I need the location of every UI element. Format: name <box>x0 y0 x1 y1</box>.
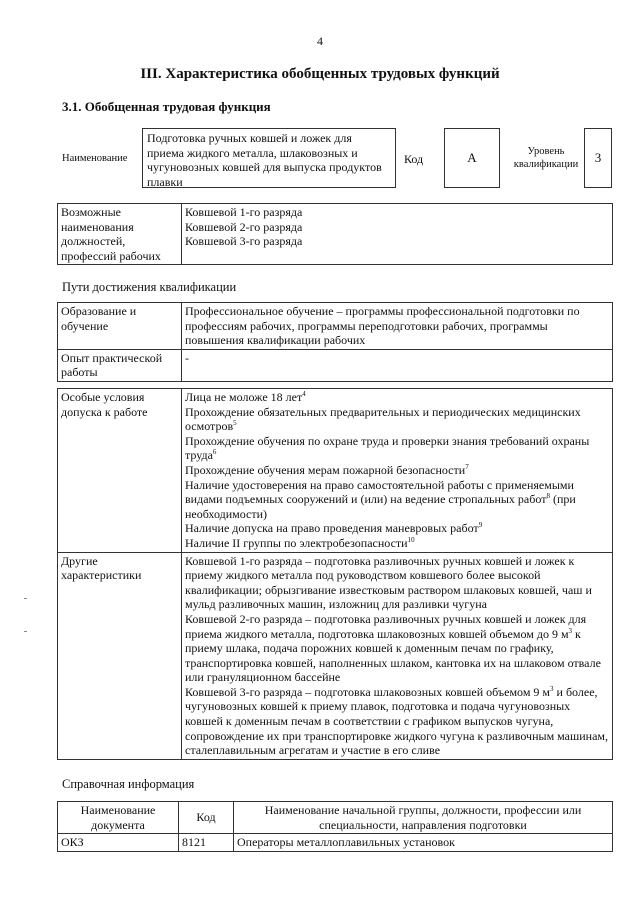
reference-cell-doc: ОКЗ <box>58 834 179 852</box>
education-label: Образование и обучение <box>58 303 182 350</box>
code-label: Код <box>404 152 424 166</box>
reference-header-row <box>58 802 613 834</box>
reference-table <box>57 801 613 852</box>
reference-header-name: Наименование начальной группы, должности, профессии или специальности, направления подготовки <box>234 802 613 834</box>
condition-item: Наличие удостоверения на право самостоятельной работы с применяемыми видами подъемных сооружений и (или) на ведение стропальных работ$^8$ (при необходимости) <box>185 477 576 521</box>
education-table <box>57 302 613 382</box>
special-conditions-label: Особые условия допуска к работе <box>58 389 182 553</box>
subsection-title: 3.1. Обобщенная трудовая функция <box>62 99 271 114</box>
education-row <box>58 303 613 350</box>
positions-table <box>57 203 613 265</box>
function-name-value: Подготовка ручных ковшей и ложек для приема жидкого металла, шлаковозных и чугуновозных ковшей для выпуска продуктов плавки <box>147 131 382 189</box>
special-conditions-list <box>182 389 613 553</box>
condition-item: Прохождение обязательных предварительных и периодических медицинских осмотров$^5$ <box>185 404 581 434</box>
margin-mark <box>24 598 27 599</box>
condition-item: Наличие II группы по электробезопасности$^{10}$ <box>185 535 415 550</box>
experience-value: - <box>182 349 613 381</box>
reference-header-doc: Наименование документа <box>58 802 179 834</box>
position-item: Ковшевой 1-го разряда <box>185 205 303 219</box>
condition-item: Лица не моложе 18 лет$^4$ <box>185 390 306 404</box>
education-value: Профессиональное обучение – программы профессиональной подготовки по профессиям рабочих, программы переподготовки рабочих, программы повышения квалификации рабочих <box>182 303 613 350</box>
positions-list <box>182 204 613 265</box>
position-item: Ковшевой 3-го разряда <box>185 234 303 249</box>
positions-label: Возможные наименования должностей, профессий рабочих <box>58 204 182 265</box>
grade3-text: Ковшевой 3-го разряда – подготовка шлаковозных ковшей объемом 9 $м^3$ и более, чугуновозных ковшей к приему плавок, подготовка и подача чугуновозных ковшей к доменным печам в соответствии с графиком выпусков чугуна, сопровождение их при транспортировке жидкого чугуна к разливочным машинам, сталеплавильным агрегатам и участие в его сливе <box>185 684 609 758</box>
level-value: 3 <box>594 150 602 165</box>
positions-row <box>58 204 613 265</box>
other-characteristics-text <box>182 552 613 759</box>
special-conditions-row <box>58 389 613 553</box>
reference-cell-code: 8121 <box>179 834 234 852</box>
position-item: Ковшевой 2-го разряда <box>185 219 303 234</box>
grade2-text: Ковшевой 2-го разряда – подготовка разливочных ручных ковшей и ложек для приема жидкого металла, подготовка шлаковозных ковшей объемом до 9 $м^3$ к приему шлака, подача порожних ковшей к доменным печам по графику, транспортировка ковшей, наполненных шлаком, кантовка их на шлаковом отвале или грануляционном бассейне <box>185 611 601 685</box>
grade1-text: Ковшевой 1-го разряда – подготовка разливочных ручных ковшей и ложек к приему жидкого металла под руководством ковшевого более высокой квалификации; обрызгивание известковым раствором шлаковых ковшей, чаш и мульд разливочных машин, изложниц для разливки чугуна <box>185 553 592 612</box>
condition-item: Прохождение обучения мерам пожарной безопасности$^7$ <box>185 462 469 477</box>
level-box <box>584 128 612 188</box>
code-box <box>444 128 500 188</box>
margin-mark <box>24 631 27 632</box>
condition-item: Наличие допуска на право проведения маневровых работ$^9$ <box>185 521 483 536</box>
reference-cell-name: Операторы металлоплавильных установок <box>234 834 613 852</box>
other-characteristics-label: Другие характеристики <box>58 552 182 759</box>
reference-header-code: Код <box>179 802 234 834</box>
level-label: Уровень квалификации <box>513 146 579 170</box>
qualification-paths-title: Пути достижения квалификации <box>62 280 237 294</box>
section-title: III. Характеристика обобщенных трудовых функций <box>140 66 500 82</box>
code-value: А <box>467 150 477 165</box>
function-name-box <box>142 128 396 188</box>
page-number: 4 <box>317 34 323 48</box>
name-label: Наименование <box>62 153 128 164</box>
conditions-table <box>57 388 613 760</box>
table-row <box>58 834 613 852</box>
reference-title: Справочная информация <box>62 777 195 791</box>
condition-item: Прохождение обучения по охране труда и проверки знания требований охраны труда$^6$ <box>185 433 590 463</box>
experience-label: Опыт практической работы <box>58 349 182 381</box>
experience-row <box>58 349 613 381</box>
other-characteristics-row <box>58 552 613 759</box>
